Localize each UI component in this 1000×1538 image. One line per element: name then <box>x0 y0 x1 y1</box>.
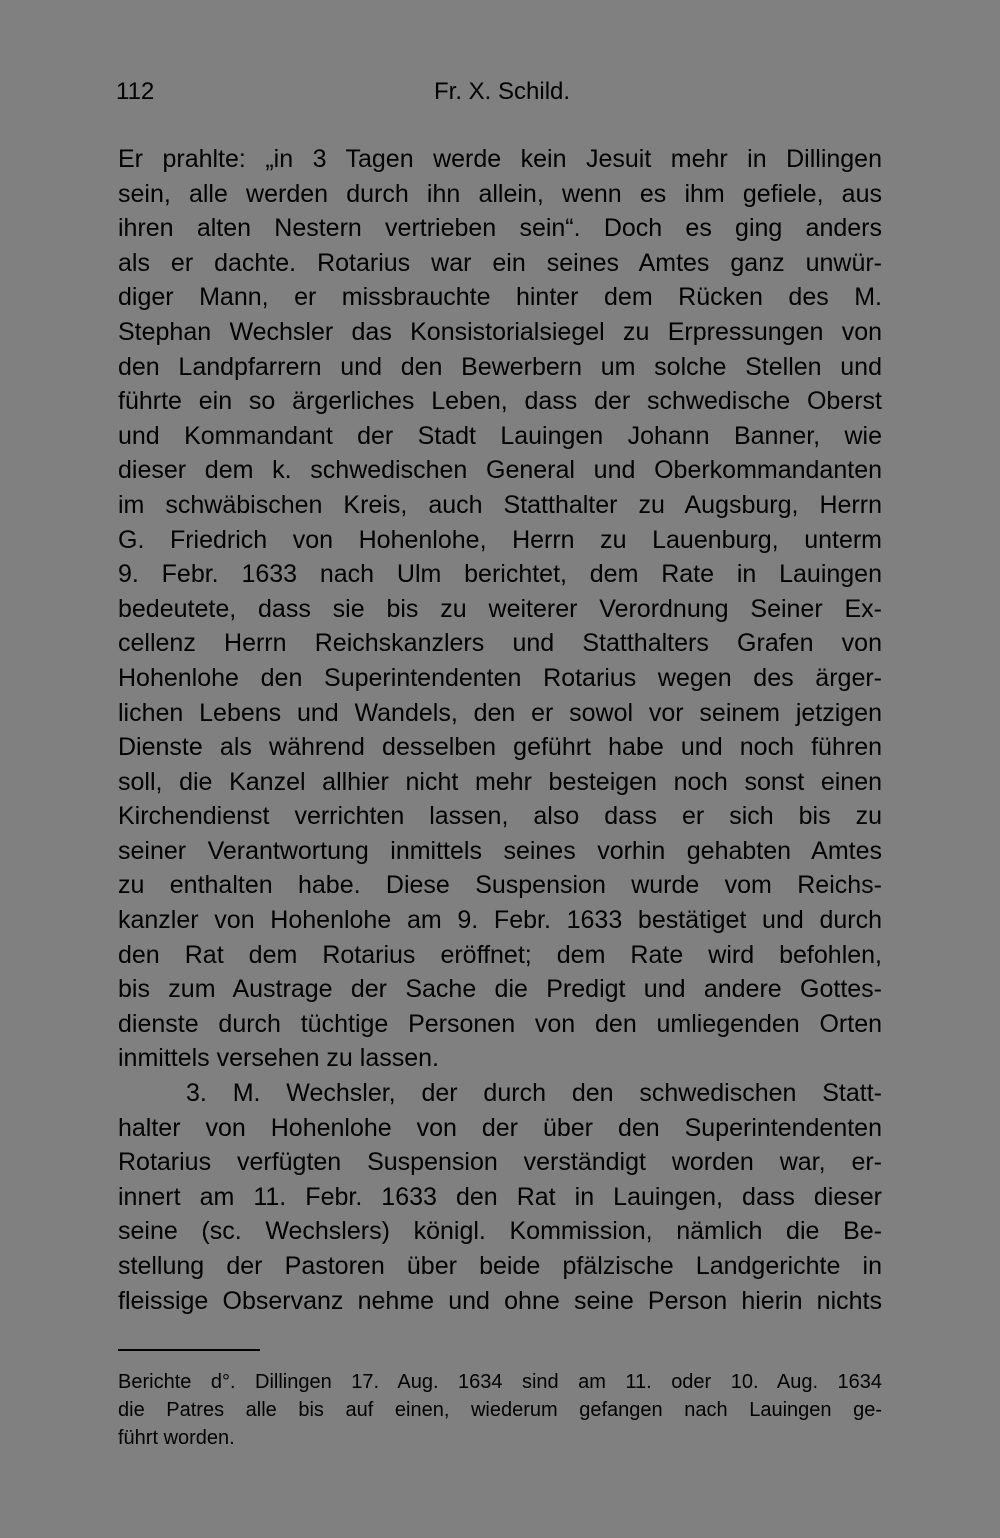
text-line: dienste durch tüchtige Personen von den umliegenden Orten <box>118 1009 882 1038</box>
text-line: Hohenlohe den Superintendenten Rotarius wegen des ärger- <box>118 663 882 692</box>
text-line: halter von Hohenlohe von der über den Superintendenten <box>118 1113 882 1142</box>
body-text <box>118 142 882 1318</box>
text-line: soll, die Kanzel allhier nicht mehr besteigen noch sonst einen <box>118 767 882 796</box>
text-line: Rotarius verfügten Suspension verständigt worden war, er- <box>118 1148 882 1177</box>
text-line: ihren alten Nestern vertrieben sein“. Doch es ging anders <box>118 214 882 243</box>
text-line: stellung der Pastoren über beide pfälzische Landgerichte in <box>118 1252 882 1280</box>
text-line: den Landpfarrern und den Bewerbern um solche Stellen und <box>118 352 882 381</box>
text-line: Stephan Wechsler das Konsistorialsiegel zu Erpressungen von <box>118 317 882 346</box>
text-line: lichen Lebens und Wandels, den er sowol vor seinem jetzigen <box>118 698 882 727</box>
text-line: 9. Febr. 1633 nach Ulm berichtet, dem Rate in Lauingen <box>118 560 882 589</box>
text-line: dieser dem k. schwedischen General und Oberkommandanten <box>118 456 882 485</box>
text-line: diger Mann, er missbrauchte hinter dem Rücken des M. <box>118 283 882 312</box>
footnote-divider <box>118 1349 260 1351</box>
text-line: bis zum Austrage der Sache die Predigt und andere Gottes- <box>118 975 882 1004</box>
page-number: 112 <box>116 78 155 105</box>
text-line: den Rat dem Rotarius eröffnet; dem Rate wird befohlen, <box>118 940 882 969</box>
text-line: und Kommandant der Stadt Lauingen Johann Banner, wie <box>118 421 882 450</box>
text-line: im schwäbischen Kreis, auch Statthalter zu Augsburg, Herrn <box>118 490 882 519</box>
text-line: seiner Verantwortung inmittels seines vorhin gehabten Amtes <box>118 836 882 865</box>
text-line: fleissige Observanz nehme und ohne seine Person hierin nichts <box>118 1286 882 1315</box>
text-line: Er prahlte: „in 3 Tagen werde kein Jesuit mehr in Dillingen <box>118 145 882 173</box>
text-line: innert am 11. Febr. 1633 den Rat in Lauingen, dass dieser <box>118 1182 882 1211</box>
text-line: bedeutete, dass sie bis zu weiterer Verordnung Seiner Ex- <box>118 594 882 623</box>
text-line: Dienste als während desselben geführt habe und noch führen <box>118 733 882 762</box>
text-line: kanzler von Hohenlohe am 9. Febr. 1633 bestätiget und durch <box>118 906 882 935</box>
footnote-line: Berichte d°. Dillingen 17. Aug. 1634 sind am 11. oder 10. Aug. 1634 <box>118 1371 882 1393</box>
footnote-line: führt worden. <box>118 1427 235 1449</box>
text-line: zu enthalten habe. Diese Suspension wurde vom Reichs- <box>118 871 882 900</box>
text-line: als er dachte. Rotarius war ein seines Amtes ganz unwür- <box>118 248 882 277</box>
text-line: Kirchendienst verrichten lassen, also dass er sich bis zu <box>118 802 882 831</box>
footnote-line: die Patres alle bis auf einen, wiederum gefangen nach Lauingen ge- <box>118 1399 882 1421</box>
text-line: inmittels versehen zu lassen. <box>118 1044 439 1073</box>
text-line: 3. M. Wechsler, der durch den schwedischen Statt- <box>186 1079 882 1108</box>
text-line: cellenz Herrn Reichskanzlers und Statthalters Grafen von <box>118 629 882 658</box>
running-title: Fr. X. Schild. <box>434 78 571 105</box>
text-line: G. Friedrich von Hohenlohe, Herrn zu Lauenburg, unterm <box>118 525 882 554</box>
text-line: sein, alle werden durch ihn allein, wenn es ihm gefiele, aus <box>118 179 882 208</box>
text-line: seine (sc. Wechslers) königl. Kommission, nämlich die Be- <box>118 1217 882 1246</box>
page-header <box>116 78 880 114</box>
footnotes <box>118 1368 882 1452</box>
text-line: führte ein so ärgerliches Leben, dass der schwedische Oberst <box>118 387 882 416</box>
